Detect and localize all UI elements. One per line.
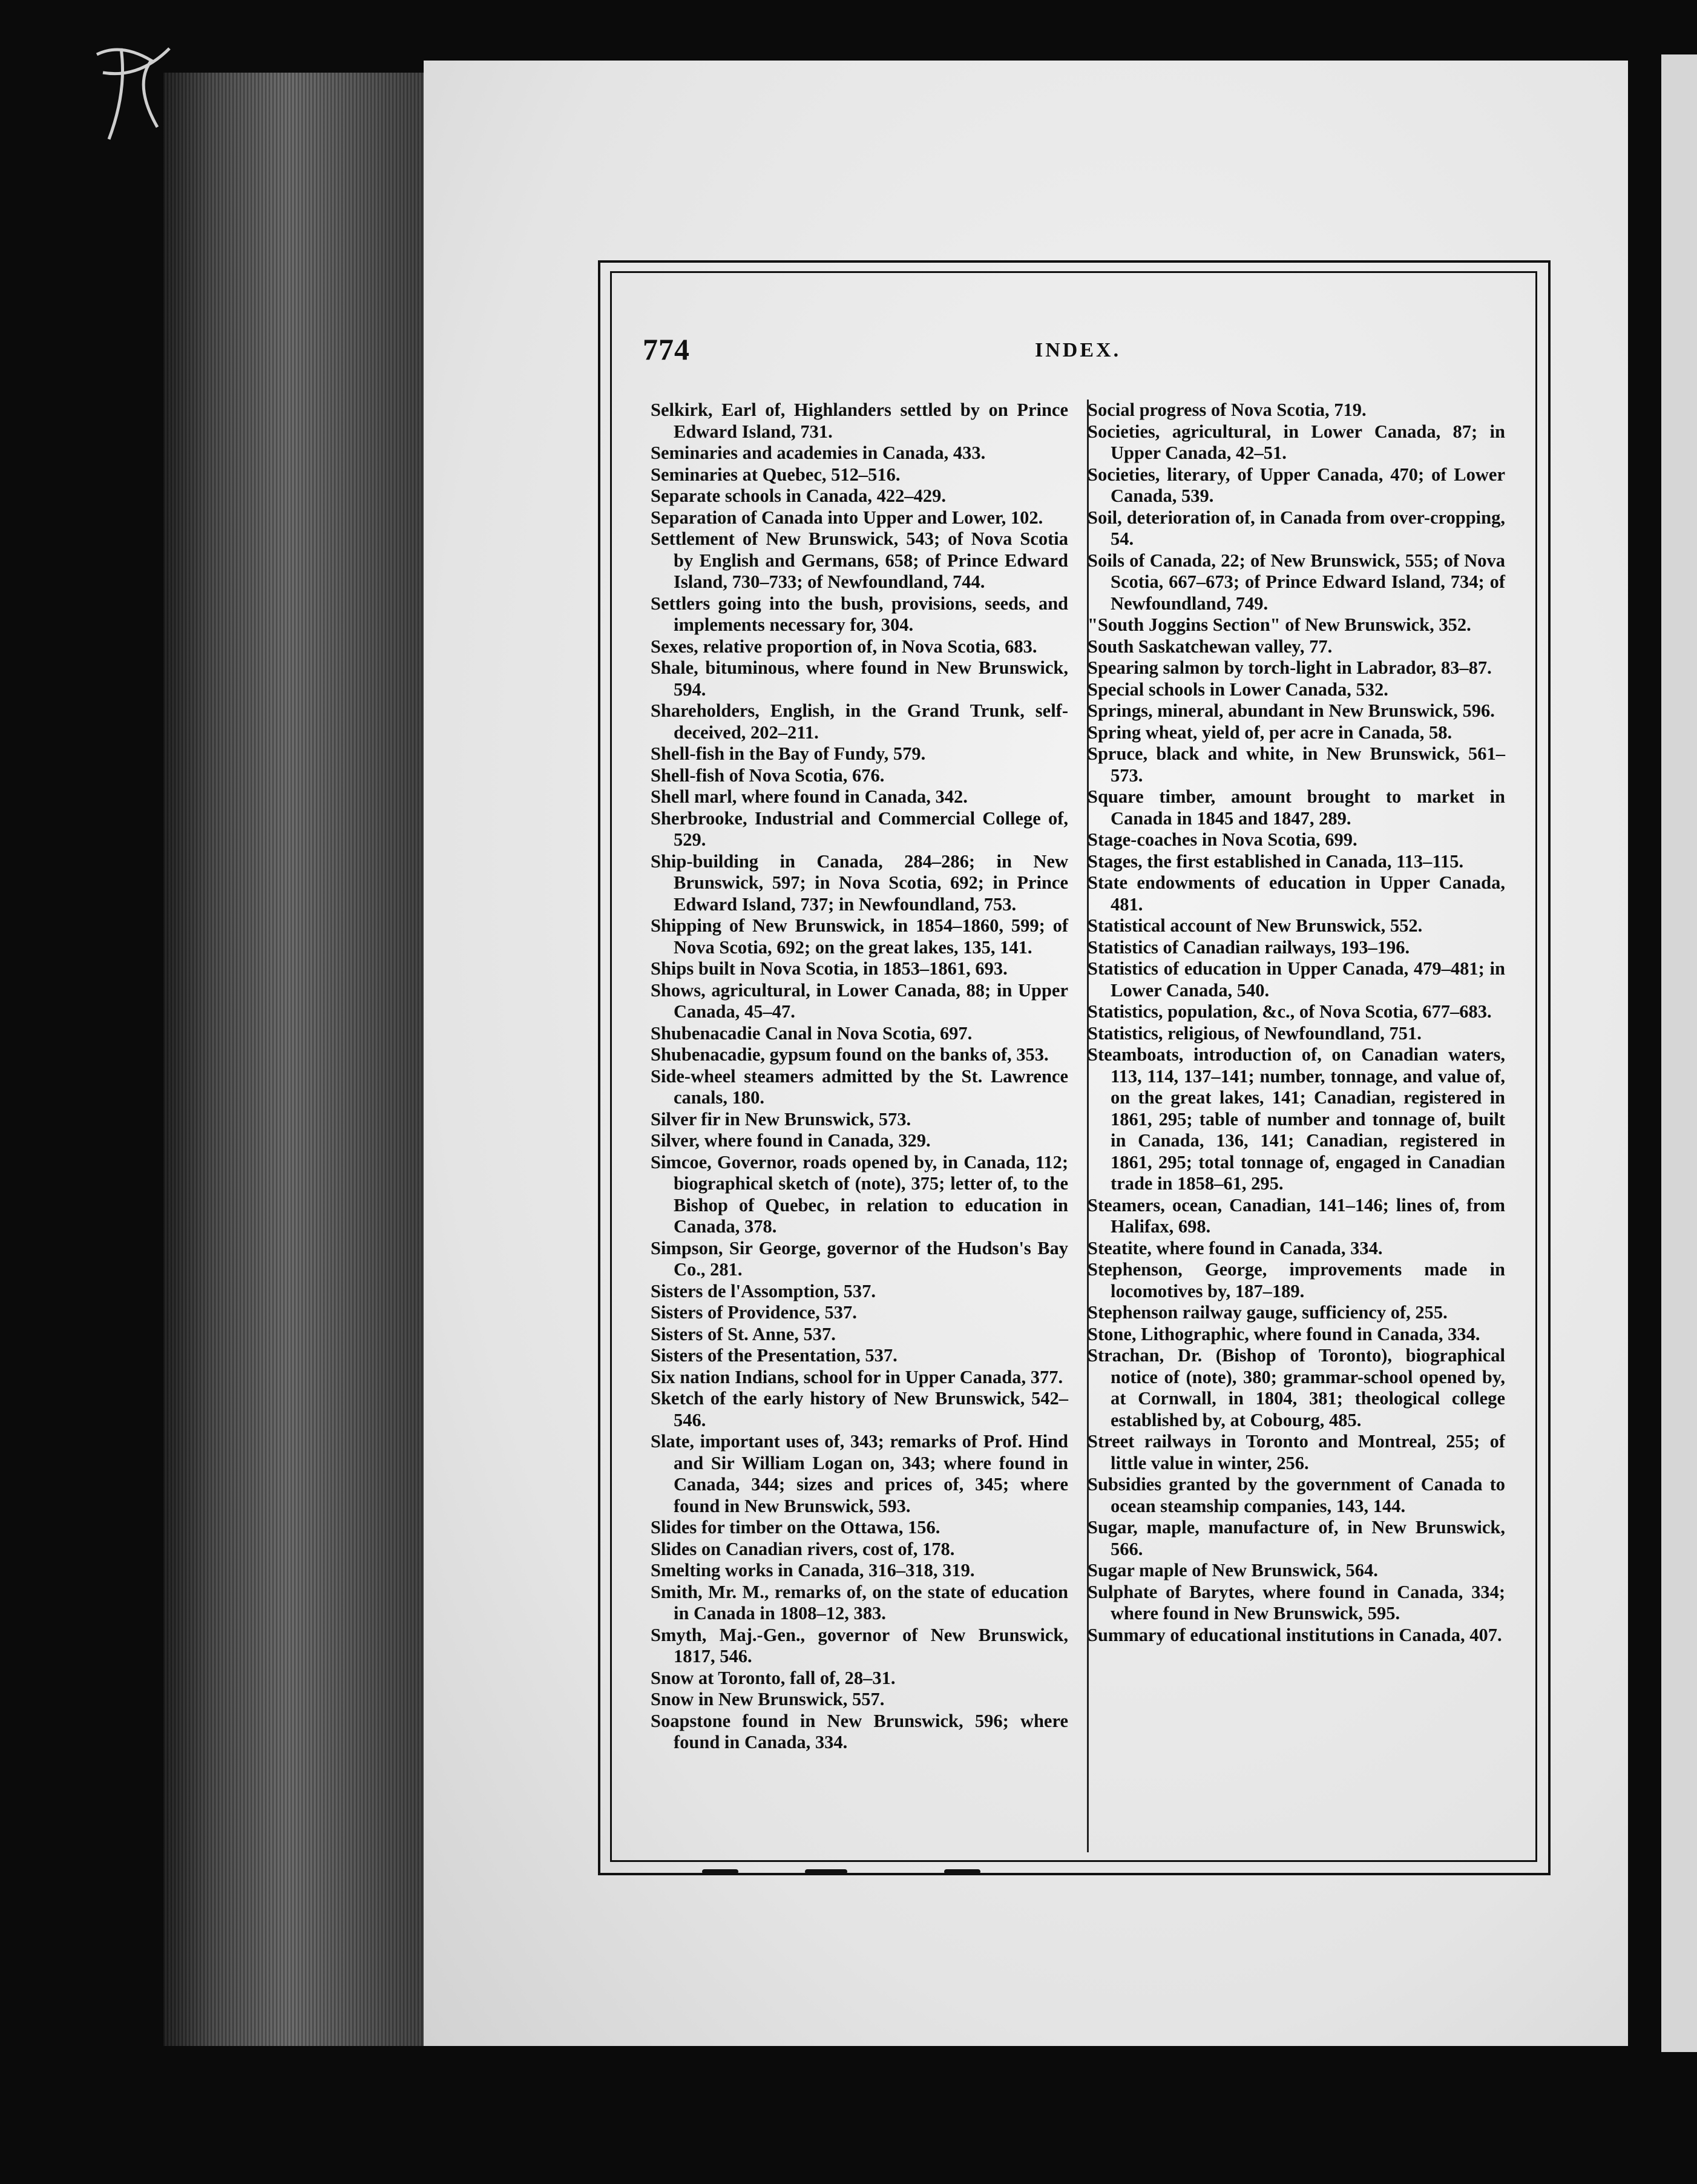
index-entry: Shubenacadie, gypsum found on the banks of, 353.	[651, 1044, 1049, 1065]
index-entry: Soils of Canada, 22; of New Brunswick, 555; of Nova Scotia, 667–673; of Prince Edward Island, 734; of Newfoundland, 749.	[1088, 550, 1505, 614]
index-entry: Statistics of Canadian railways, 193–196.	[1088, 936, 1410, 958]
index-entry: Societies, literary, of Upper Canada, 470; of Lower Canada, 539.	[1088, 464, 1505, 506]
index-entry: Sugar, maple, manufacture of, in New Brunswick, 566.	[1088, 1517, 1505, 1559]
index-entry: Springs, mineral, abundant in New Brunswick, 596.	[1088, 700, 1495, 721]
index-entry: Sugar maple of New Brunswick, 564.	[1088, 1560, 1378, 1580]
index-entry: Smyth, Maj.-Gen., governor of New Brunswick, 1817, 546.	[651, 1624, 1068, 1666]
index-entry: Separation of Canada into Upper and Lower, 102.	[651, 507, 1043, 528]
index-entry: Spring wheat, yield of, per acre in Canada, 58.	[1088, 722, 1452, 743]
index-entry: Separate schools in Canada, 422–429.	[651, 485, 947, 506]
index-column-left	[651, 400, 1068, 1754]
index-entry: Settlers going into the bush, provisions, seeds, and implements necessary for, 304.	[651, 593, 1068, 635]
index-entry: Soapstone found in New Brunswick, 596; where found in Canada, 334.	[651, 1710, 1068, 1752]
index-entry: South Saskatchewan valley, 77.	[1088, 636, 1333, 657]
index-entry: Smelting works in Canada, 316–318, 319.	[651, 1560, 975, 1580]
index-entry: Sisters of St. Anne, 537.	[651, 1323, 836, 1344]
index-entry: Slate, important uses of, 343; remarks of Prof. Hind and Sir William Logan on, 343; where found in Canada, 344; sizes and prices of, 345; where found in New Brunswick, 593.	[651, 1431, 1068, 1516]
index-entry: Ships built in Nova Scotia, in 1853–1861, 693.	[651, 958, 1008, 979]
next-page-edge	[1661, 54, 1697, 2052]
index-entry: Soil, deterioration of, in Canada from over-cropping, 54.	[1088, 507, 1505, 549]
index-entry: Sexes, relative proportion of, in Nova Scotia, 683.	[651, 636, 1037, 657]
index-entry: Street railways in Toronto and Montreal, 255; of little value in winter, 256.	[1088, 1431, 1505, 1473]
index-entry: Shipping of New Brunswick, in 1854–1860, 599; of Nova Scotia, 692; on the great lakes, 135, 141.	[651, 915, 1068, 958]
index-entry: Shell-fish in the Bay of Fundy, 579.	[651, 743, 926, 764]
index-entry: Spruce, black and white, in New Brunswick, 561–573.	[1088, 743, 1505, 786]
index-entry: Strachan, Dr. (Bishop of Toronto), biographical notice of (note), 380; grammar-school opened by, at Cornwall, in 1804, 381; theological college established by, at Cobourg, 485.	[1088, 1345, 1505, 1430]
loose-thread-mark	[85, 36, 182, 151]
index-entry: Shale, bituminous, where found in New Brunswick, 594.	[651, 657, 1068, 700]
index-entry: Steatite, where found in Canada, 334.	[1088, 1237, 1383, 1258]
index-entry: Silver fir in New Brunswick, 573.	[651, 1108, 911, 1130]
bottom-rule-marks	[702, 1869, 1065, 1876]
index-entry: Statistics of education in Upper Canada, 479–481; in Lower Canada, 540.	[1088, 958, 1505, 1001]
index-entry: Statistics, religious, of Newfoundland, 751.	[1088, 1022, 1422, 1044]
index-entry: Square timber, amount brought to market in Canada in 1845 and 1847, 289.	[1088, 786, 1505, 829]
index-entry: Snow in New Brunswick, 557.	[651, 1689, 885, 1709]
index-entry: Simcoe, Governor, roads opened by, in Canada, 112; biographical sketch of (note), 375; letter of, to the Bishop of Quebec, in relation to education in Canada, 378.	[651, 1151, 1068, 1237]
index-entry: Snow at Toronto, fall of, 28–31.	[651, 1667, 896, 1688]
index-entry: Shubenacadie Canal in Nova Scotia, 697.	[651, 1022, 973, 1044]
index-entry: Slides on Canadian rivers, cost of, 178.	[651, 1538, 955, 1559]
index-entry: State endowments of education in Upper Canada, 481.	[1088, 872, 1505, 915]
index-entry: Settlement of New Brunswick, 543; of Nova Scotia by English and Germans, 658; of Prince Edward Island, 730–733; of Newfoundland, 744.	[651, 528, 1068, 592]
index-entry: Special schools in Lower Canada, 532.	[1088, 679, 1388, 700]
index-entry: Silver, where found in Canada, 329.	[651, 1130, 931, 1151]
index-entry: Smith, Mr. M., remarks of, on the state of education in Canada in 1808–12, 383.	[651, 1581, 1068, 1623]
index-column-right	[1088, 400, 1505, 1646]
index-entry: Sisters of the Presentation, 537.	[651, 1345, 898, 1366]
page-number: 774	[643, 332, 690, 366]
index-entry: Shell marl, where found in Canada, 342.	[651, 786, 968, 807]
index-entry: Sketch of the early history of New Brunswick, 542–546.	[651, 1388, 1068, 1430]
index-entry: Seminaries at Quebec, 512–516.	[651, 464, 901, 485]
index-entry: Societies, agricultural, in Lower Canada, 87; in Upper Canada, 42–51.	[1088, 421, 1505, 463]
index-entry: Ship-building in Canada, 284–286; in New Brunswick, 597; in Nova Scotia, 692; in Prince Edward Island, 737; in Newfoundland, 753.	[651, 850, 1068, 915]
index-entry: Stages, the first established in Canada, 113–115.	[1088, 850, 1464, 872]
index-entry: Sisters de l'Assomption, 537.	[651, 1280, 876, 1301]
index-entry: Sherbrooke, Industrial and Commercial College of, 529.	[651, 807, 1068, 850]
index-entry: Stone, Lithographic, where found in Canada, 334.	[1088, 1323, 1480, 1344]
index-entry: Shareholders, English, in the Grand Trunk, self-deceived, 202–211.	[651, 700, 1068, 743]
index-entry: "South Joggins Section" of New Brunswick, 352.	[1088, 614, 1471, 635]
index-entry: Slides for timber on the Ottawa, 156.	[651, 1517, 940, 1538]
book-spine-edge	[163, 73, 442, 2046]
index-entry: Statistical account of New Brunswick, 552.	[1088, 915, 1423, 936]
index-entry: Shows, agricultural, in Lower Canada, 88; in Upper Canada, 45–47.	[651, 979, 1068, 1022]
index-entry: Seminaries and academies in Canada, 433.	[651, 442, 986, 463]
running-head: INDEX.	[1035, 339, 1121, 361]
index-entry: Statistics, population, &c., of Nova Scotia, 677–683.	[1088, 1001, 1492, 1022]
index-entry: Subsidies granted by the government of Canada to ocean steamship companies, 143, 144.	[1088, 1474, 1505, 1516]
index-entry: Sulphate of Barytes, where found in Canada, 334; where found in New Brunswick, 595.	[1088, 1581, 1505, 1623]
index-entry: Steamers, ocean, Canadian, 141–146; lines of, from Halifax, 698.	[1088, 1194, 1505, 1237]
index-entry: Side-wheel steamers admitted by the St. Lawrence canals, 180.	[651, 1065, 1068, 1108]
index-entry: Sisters of Providence, 537.	[651, 1302, 857, 1323]
index-entry: Summary of educational institutions in Canada, 407.	[1088, 1624, 1502, 1645]
index-entry: Stephenson, George, improvements made in locomotives by, 187–189.	[1088, 1259, 1505, 1301]
index-entry: Simpson, Sir George, governor of the Hudson's Bay Co., 281.	[651, 1237, 1068, 1280]
index-entry: Stephenson railway gauge, sufficiency of, 255.	[1088, 1302, 1448, 1323]
index-entry: Social progress of Nova Scotia, 719.	[1088, 400, 1367, 420]
index-entry: Shell-fish of Nova Scotia, 676.	[651, 765, 885, 786]
index-entry: Spearing salmon by torch-light in Labrador, 83–87.	[1088, 657, 1492, 678]
index-entry: Selkirk, Earl of, Highlanders settled by on Prince Edward Island, 731.	[651, 400, 1068, 442]
index-entry: Stage-coaches in Nova Scotia, 699.	[1088, 829, 1357, 850]
index-entry: Steamboats, introduction of, on Canadian waters, 113, 114, 137–141; number, tonnage, and value of, on the great lakes, 141; Canadian, registered in 1861, 295; table of number and tonnage of, built in Canada, 136, 141; Canadian, registered in 1861, 295; total tonnage of, engaged in Canadian trade in 1858–61, 295.	[1088, 1044, 1505, 1194]
index-entry: Six nation Indians, school for in Upper Canada, 377.	[651, 1366, 1063, 1387]
